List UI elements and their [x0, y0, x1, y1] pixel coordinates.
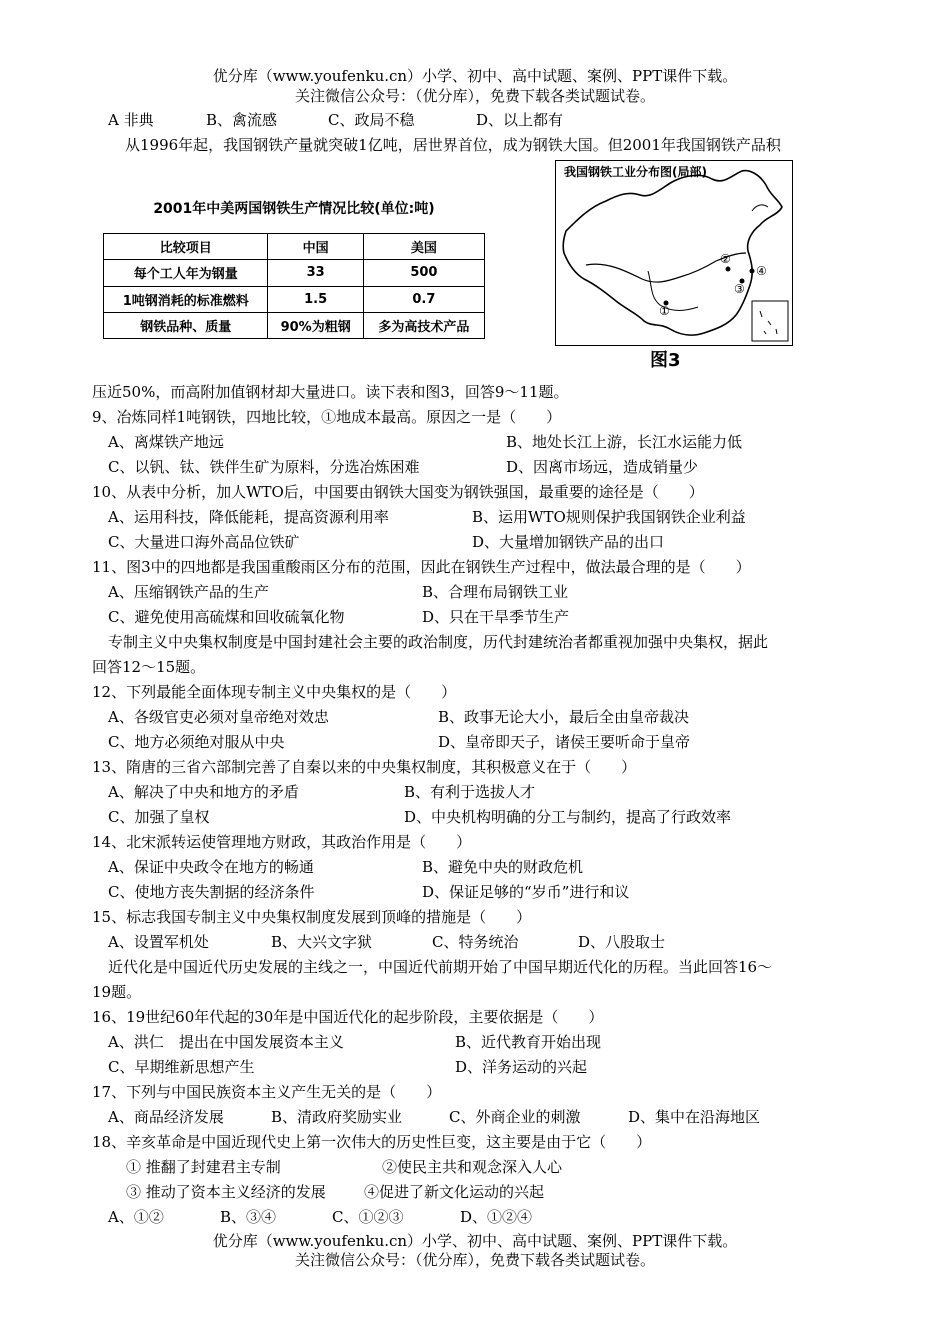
table-cell: 1.5	[268, 286, 363, 312]
question-16: 16、19世纪60年代起的30年是中国近代化的起步阶段，主要依据是（ ）	[92, 1008, 604, 1026]
q15-option-c: C、特务统治	[432, 933, 519, 951]
question-10: 10、从表中分析，加人WTO后，中国要由钢铁大国变为钢铁强国，最重要的途径是（ ）	[92, 483, 704, 501]
map-marker-4: ④	[756, 264, 767, 278]
q9-option-b: B、地处长江上游，长江水运能力低	[506, 433, 743, 451]
q9-option-c: C、以钒、钛、铁伴生矿为原料，分选冶炼困难	[108, 458, 420, 476]
prev-option-b: B、禽流感	[206, 111, 278, 129]
map-marker-1: ①	[659, 304, 670, 318]
intro-line1: 从1996年起，我国钢铁产量就突破1亿吨，居世界首位，成为钢铁大国。但2001年我国钢铁产品积	[125, 136, 781, 154]
question-13: 13、隋唐的三省六部制完善了自秦以来的中央集权制度，其积极意义在于（ ）	[92, 758, 637, 776]
q16-option-b: B、近代教育开始出现	[455, 1033, 602, 1051]
table-header-row	[104, 234, 485, 260]
table-header-cell: 比较项目	[104, 234, 268, 260]
page-footer-line1: 优分库（www.youfenku.cn）小学、初中、高中试题、案例、PPT课件下载。	[212, 1232, 738, 1250]
table-header-cell: 美国	[363, 234, 484, 260]
q12-option-c: C、地方必须绝对服从中央	[108, 733, 285, 751]
q14-option-d: D、保证足够的“岁币”进行和议	[422, 883, 630, 901]
q16-option-c: C、早期维新思想产生	[108, 1058, 255, 1076]
table-row	[104, 312, 485, 338]
q13-option-b: B、有利于选拔人才	[404, 783, 536, 801]
q18-statement-4: ④促进了新文化运动的兴起	[364, 1183, 545, 1201]
q17-option-c: C、外商企业的刺激	[449, 1108, 581, 1126]
figure-label: 图3	[650, 350, 681, 371]
q17-option-d: D、集中在沿海地区	[628, 1108, 761, 1126]
passage-2-line2: 回答12～15题。	[92, 658, 206, 676]
page-header-line1: 优分库（www.youfenku.cn）小学、初中、高中试题、案例、PPT课件下载。	[212, 67, 738, 85]
prev-option-c: C、政局不稳	[328, 111, 415, 129]
q17-option-a: A、商品经济发展	[108, 1108, 224, 1126]
table-header-cell: 中国	[268, 234, 363, 260]
question-11: 11、图3中的四地都是我国重酸雨区分布的范围，因此在钢铁生产过程中，做法最合理的是（ ）	[92, 558, 751, 576]
table-cell: 多为高技术产品	[363, 312, 484, 338]
q16-option-a: A、洪仁 提出在中国发展资本主义	[108, 1033, 344, 1051]
q14-option-c: C、使地方丧失割据的经济条件	[108, 883, 315, 901]
passage-3-line1: 近代化是中国近代历史发展的主线之一，中国近代前期开始了中国早期近代化的历程。当此回答16～	[108, 958, 773, 976]
q13-option-c: C、加强了皇权	[108, 808, 210, 826]
table-cell: 90%为粗钢	[268, 312, 363, 338]
q16-option-d: D、洋务运动的兴起	[455, 1058, 588, 1076]
q10-option-b: B、运用WTO规则保护我国钢铁企业利益	[472, 508, 746, 526]
question-12: 12、下列最能全面体现专制主义中央集权的是（ ）	[92, 683, 457, 701]
q15-option-a: A、设置军机处	[108, 933, 209, 951]
q18-option-a: A、①②	[108, 1208, 164, 1226]
q11-option-d: D、只在干旱季节生产	[422, 608, 570, 626]
table-row	[104, 286, 485, 312]
page-footer-line2: 关注微信公众号：（优分库），免费下载各类试题试卷。	[294, 1251, 655, 1269]
comparison-table	[103, 233, 485, 339]
table-cell: 500	[363, 260, 484, 286]
q18-statement-3: ③ 推动了资本主义经济的发展	[126, 1183, 326, 1201]
table-cell: 每个工人年为钢量	[104, 260, 268, 286]
prev-option-d: D、以上都有	[476, 111, 564, 129]
table-cell: 钢铁品种、质量	[104, 312, 268, 338]
table-cell: 33	[268, 260, 363, 286]
question-9: 9、冶炼同样1吨钢铁，四地比较，①地成本最高。原因之一是（ ）	[92, 408, 562, 426]
q12-option-d: D、皇帝即天子，诸侯王要听命于皇帝	[438, 733, 691, 751]
passage-2-line1: 专制主义中央集权制度是中国封建社会主要的政治制度，历代封建统治者都重视加强中央集权，据此	[108, 633, 769, 651]
q10-option-a: A、运用科技，降低能耗，提高资源利用率	[108, 508, 389, 526]
q12-option-a: A、各级官吏必须对皇帝绝对效忠	[108, 708, 329, 726]
table-cell: 1吨钢消耗的标准燃料	[104, 286, 268, 312]
china-outline-map	[556, 161, 792, 345]
map-marker-3: ③	[734, 282, 745, 296]
passage-3-line2: 19题。	[92, 983, 142, 1001]
table-row	[104, 260, 485, 286]
q9-option-a: A、离煤铁产地远	[108, 433, 224, 451]
question-17: 17、下列与中国民族资本主义产生无关的是（ ）	[92, 1083, 442, 1101]
q14-option-b: B、避免中央的财政危机	[422, 858, 584, 876]
question-14: 14、北宋派转运使管理地方财政，其政治作用是（ ）	[92, 833, 472, 851]
question-15: 15、标志我国专制主义中央集权制度发展到顶峰的措施是（ ）	[92, 908, 532, 926]
prev-option-a: A 非典	[108, 111, 154, 129]
q15-option-d: D、八股取士	[578, 933, 666, 951]
q9-option-d: D、因离市场远，造成销量少	[506, 458, 699, 476]
map-title: 我国钢铁工业分布图(局部)	[564, 165, 707, 179]
q15-option-b: B、大兴文字狱	[271, 933, 373, 951]
q18-option-d: D、①②④	[460, 1208, 533, 1226]
map-marker-2: ②	[720, 252, 731, 266]
page-header-line2: 关注微信公众号：（优分库），免费下载各类试题试卷。	[294, 87, 655, 105]
q17-option-b: B、清政府奖励实业	[271, 1108, 403, 1126]
q10-option-d: D、大量增加钢铁产品的出口	[472, 533, 665, 551]
table-cell: 0.7	[363, 286, 484, 312]
q13-option-d: D、中央机构明确的分工与制约，提高了行政效率	[404, 808, 732, 826]
q11-option-a: A、压缩钢铁产品的生产	[108, 583, 269, 601]
q12-option-b: B、政事无论大小，最后全由皇帝裁决	[438, 708, 690, 726]
question-18: 18、辛亥革命是中国近现代史上第一次伟大的历史性巨变，这主要是由于它（ ）	[92, 1133, 652, 1151]
q11-option-c: C、避免使用高硫煤和回收硫氧化物	[108, 608, 345, 626]
q18-statement-2: ②使民主共和观念深入人心	[382, 1158, 563, 1176]
table-title: 2001年中美两国钢铁生产情况比较(单位:吨)	[153, 201, 435, 217]
steel-industry-map	[555, 160, 793, 346]
q13-option-a: A、解决了中央和地方的矛盾	[108, 783, 299, 801]
q10-option-c: C、大量进口海外高品位铁矿	[108, 533, 300, 551]
q18-option-c: C、①②③	[332, 1208, 404, 1226]
intro-line2: 压近50%，而高附加值钢材却大量进口。读下表和图3，回答9～11题。	[92, 383, 569, 401]
q14-option-a: A、保证中央政令在地方的畅通	[108, 858, 314, 876]
q18-statement-1: ① 推翻了封建君主专制	[126, 1158, 281, 1176]
q18-option-b: B、③④	[220, 1208, 277, 1226]
q11-option-b: B、合理布局钢铁工业	[422, 583, 569, 601]
